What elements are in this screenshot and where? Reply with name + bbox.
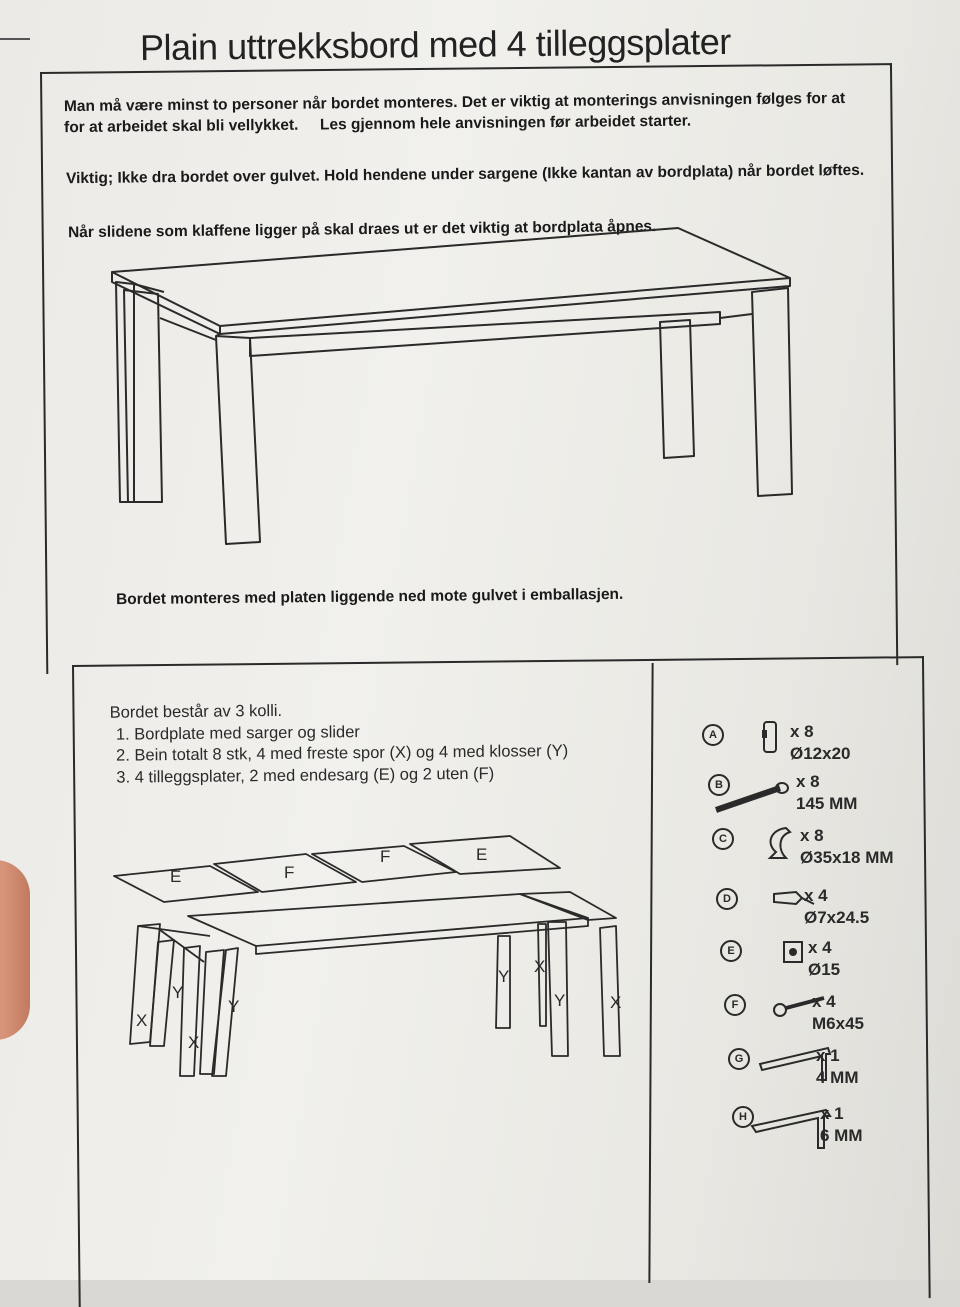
hardware-item-a [702,724,922,774]
hardware-item-e [720,940,940,990]
label-x: X [534,957,546,976]
label-y: Y [554,991,566,1010]
hardware-qty: x 1 [816,1046,840,1065]
extension-leaf-e1 [114,866,258,902]
label-y: Y [172,983,184,1002]
hardware-size: 4 MM [816,1068,859,1087]
intro-line-2: for at arbeidet skal bli vellykket. Les gjennom hele anvisningen før arbeidet starter. [64,112,692,137]
bolt-icon [708,778,798,818]
hardware-size: Ø12x20 [790,744,851,763]
hardware-item-c [712,828,932,878]
package-item: 3. 4 tilleggsplater, 2 med endesarg (E) og 2 uten (F) [116,764,495,787]
hardware-qty: x 4 [812,992,836,1011]
hardware-qty: x 4 [804,886,828,905]
exploded-parts-illustration [100,830,640,1090]
label-x: X [136,1011,148,1030]
label-f: F [284,863,295,882]
edge-mark [0,38,30,40]
hardware-letter: D [716,888,738,910]
label-y: Y [498,967,510,986]
hardware-item-f [724,994,944,1044]
hardware-letter: C [712,828,734,850]
hardware-size: Ø35x18 MM [800,848,894,867]
warning-text: Viktig; Ikke dra bordet over gulvet. Hold hendene under sargene (Ikke kantan av bordplata) når bordet løftes. [65,161,865,188]
hardware-letter: E [720,940,742,962]
hardware-letter: G [728,1048,750,1070]
hardware-letter: H [732,1106,754,1128]
hardware-letter: B [708,774,730,796]
hardware-qty: x 1 [820,1104,844,1123]
hardware-item-h [732,1106,952,1156]
hardware-letter: A [702,724,724,746]
label-e: E [476,845,488,864]
hardware-qty: x 8 [790,722,814,741]
package-heading: Bordet består av 3 kolli. [109,701,283,722]
intro-line-1: Man må være minst to personer når bordet monteres. Det er viktig at monterings anvisningen følges for at [63,89,846,116]
hardware-item-d [716,888,936,938]
hardware-size: 145 MM [796,794,858,813]
intro-text [64,88,854,138]
package-item: 1. Bordplate med sarger og slider [115,722,360,744]
finger [0,860,30,1040]
label-y: Y [228,997,240,1016]
hardware-size: Ø7x24.5 [804,908,870,927]
hardware-item-g [728,1048,948,1098]
label-e: E [170,867,182,886]
hardware-item-b [708,774,928,824]
label-f: F [380,847,391,866]
slides-note: Når slidene som klaffene ligger på skal draes ut er det viktig at bordplata åpnes. [67,218,657,242]
hardware-size: Ø15 [808,960,841,979]
hardware-size: M6x45 [812,1014,864,1033]
table-top [188,894,588,946]
table-illustration [100,220,820,560]
hardware-qty: x 4 [808,938,832,957]
package-item: 2. Bein totalt 8 stk, 4 med freste spor (X) og 4 med klosser (Y) [116,741,569,765]
page-title: Plain uttrekksbord med 4 tilleggsplater [139,20,732,69]
package-list [110,697,631,788]
hardware-letter: F [724,994,746,1016]
hardware-size: 6 MM [820,1126,863,1145]
label-x: X [610,993,622,1012]
mount-note: Bordet monteres med platen liggende ned mote gulvet i emballasjen. [115,585,624,609]
hardware-qty: x 8 [800,826,824,845]
label-x: X [188,1033,200,1052]
hardware-qty: x 8 [796,772,820,791]
